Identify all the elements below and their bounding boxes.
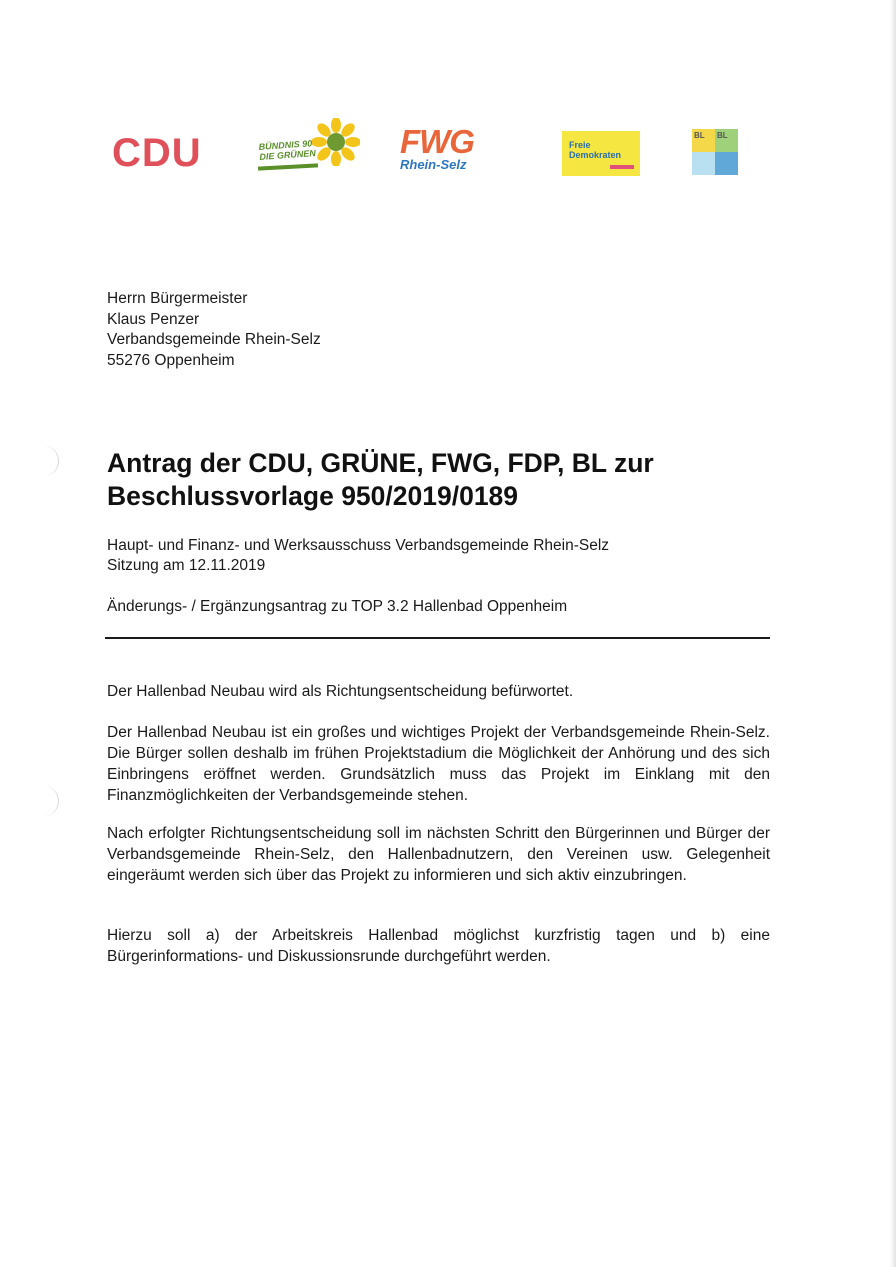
title-line-2: Beschlussvorlage 950/2019/0189	[107, 481, 519, 511]
gruene-line-2: DIE GRÜNEN	[259, 148, 317, 162]
subject-line: Änderungs- / Ergänzungsantrag zu TOP 3.2 Hallenbad Oppenheim	[107, 598, 568, 615]
gruene-wordmark	[258, 138, 316, 162]
bl-tile	[692, 152, 715, 175]
sunflower-icon	[312, 118, 360, 166]
fwg-logo	[400, 123, 506, 176]
bl-tile: BL	[692, 129, 715, 152]
address-line: Verbandsgemeinde Rhein-Selz	[107, 331, 321, 348]
body-paragraph-2: Der Hallenbad Neubau ist ein großes und wichtiges Projekt der Verbandsgemeinde Rhein-Selz. Die Bürger sollen deshalb im frühen Projektstadium die Möglichkeit der Anhörung und des sich Einbringens eröffnet werden. Grundsätzlich muss das Projekt im Einklang mit den Finanzmöglichkeiten der Verbandsgemeinde stehen.	[107, 724, 770, 804]
document-title	[107, 447, 654, 513]
punch-hole	[40, 446, 59, 476]
fdp-logo	[562, 131, 640, 176]
recipient-address	[107, 289, 321, 371]
bl-logo	[692, 129, 738, 176]
fdp-line-1: Freie	[569, 140, 591, 150]
address-line: Herrn Bürgermeister	[107, 290, 248, 307]
address-line: 55276 Oppenheim	[107, 351, 235, 369]
fdp-accent-bar	[610, 165, 634, 169]
meeting-info	[107, 536, 609, 576]
body-paragraph-1: Der Hallenbad Neubau wird als Richtungsentscheidung befürwortet.	[107, 683, 574, 700]
gruene-underline	[258, 163, 318, 170]
cdu-logo: CDU	[112, 131, 202, 175]
fdp-wordmark	[569, 140, 621, 160]
scan-edge	[890, 0, 896, 1267]
fdp-line-2: Demokraten	[569, 150, 622, 160]
fwg-wordmark: FWG	[400, 123, 474, 160]
gruene-logo	[256, 118, 360, 176]
bl-tile: BL	[715, 129, 738, 152]
gruene-line-1: BÜNDNIS 90	[258, 138, 313, 152]
committee-name: Haupt- und Finanz- und Werksausschuss Verbandsgemeinde Rhein-Selz	[107, 537, 610, 554]
fwg-subtitle: Rhein-Selz	[400, 157, 467, 172]
divider	[105, 637, 770, 639]
body-paragraph-4: Hierzu soll a) der Arbeitskreis Hallenbad möglichst kurzfristig tagen und b) eine Bürgerinformations- und Diskussionsrunde durchgeführt werden.	[107, 927, 770, 965]
body-paragraph-3: Nach erfolgter Richtungsentscheidung soll im nächsten Schritt den Bürgerinnen und Bürger der Verbandsgemeinde Rhein-Selz, den Hallenbadnutzern, den Vereinen usw. Gelegenheit eingeräumt werden sich über das Projekt zu informieren und sich aktiv einzubringen.	[107, 825, 770, 884]
bl-tile	[715, 152, 738, 175]
address-line: Klaus Penzer	[107, 310, 200, 328]
punch-hole	[40, 786, 59, 816]
title-line-1: Antrag der CDU, GRÜNE, FWG, FDP, BL zur	[107, 448, 654, 478]
session-date: Sitzung am 12.11.2019	[107, 557, 266, 574]
